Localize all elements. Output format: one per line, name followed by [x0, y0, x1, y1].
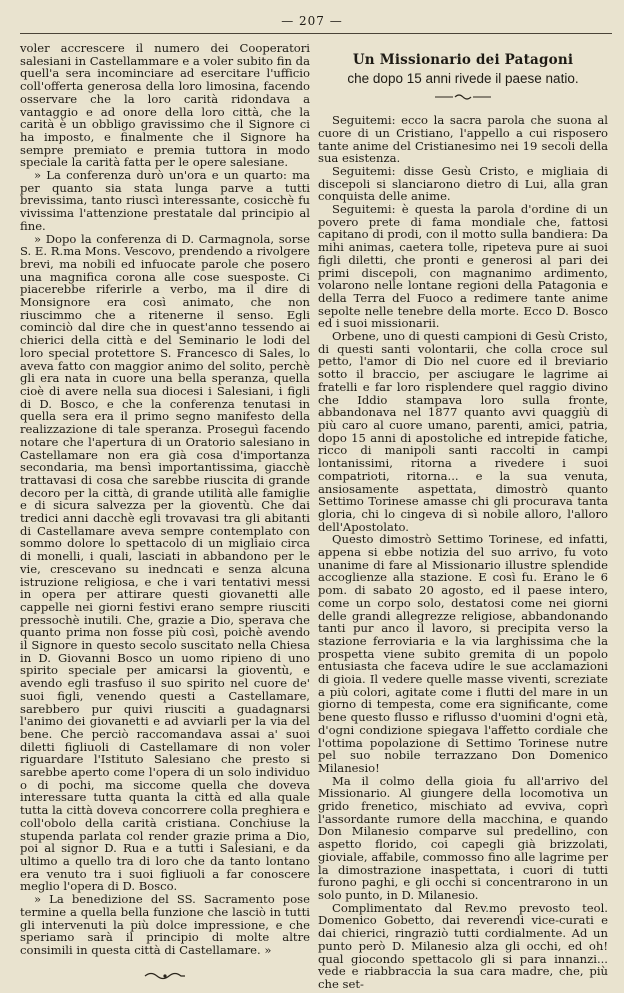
right-paragraph-3: Seguitemi: è questa la parola d'ordine di un povero prete di fama mondiale che, fattosi capitano di prodi, con il motto sulla bandiera: Da mihi animas, caetera tolle, ripeteva pure ai suoi figli diletti, che pronti e generosi al pari dei primi discepoli, con magnanimo ardimento, volarono nelle lontane regioni della Patagonia e della Terra del Fuoco a redimere tante anime sepolte nelle tenebre della morte. Ecco D. Bosco ed i suoi missionarii. [318, 202, 608, 331]
left-paragraph-1: voler accrescere il numero dei Cooperatori salesiani in Castellammare e a voler subito fin da quell'a sera incominciare ad esercitare l'ufficio coll'offerta generosa della loro limosina, facendo osservare che la loro carità ridondava a vantaggio e ad onore della loro città, che la carità è un obbligo gravissimo che il Signore ci ha imposto, e finalmente che il Signore ha sempre premiato e premia tuttora in modo speciale la carità fatta per le opere salesiane. [20, 41, 310, 170]
article-title: Un Missionario dei Patagoni [352, 52, 574, 68]
right-column [318, 42, 608, 991]
right-paragraph-1: Seguitemi: ecco la sacra parola che suona al cuore di un Cristiano, l'appello a cui risposero tante anime del Cristianesimo nei 19 secoli della sua esistenza. [318, 113, 608, 166]
right-paragraph-6: Ma il colmo della gioia fu all'arrivo del Missionario. Al giungere della locomotiva un grido frenetico, mischiato ad evviva, coprì l'assordante rumore della macchina, e quando Don Milanesio comparve sul predellino, con aspetto florido, coi capegli già brizzolati, gioviale, affabile, commosso fino alle lagrime per la dimostrazione inaspettata, i cuori di tutti furono paghi, e gli occhi si concentrarono in un solo punto, in D. Milanesio. [318, 773, 608, 902]
left-paragraph-2: » La conferenza durò un'ora e un quarto: ma per quanto sia stata lunga parve a tutti brevissima, tanto riuscì interessante, cosicchè fu vivissima l'attenzione prestatale dal principio al fine. [20, 168, 310, 233]
page-number: — 207 — [281, 14, 343, 28]
left-paragraph-3: » Dopo la conferenza di D. Carmagnola, sorse S. E. R.ma Mons. Vescovo, prendendo a rivolgere brevi, ma nobili ed infuocate parole che posero una magnifica corona alle cose suesposte. Ci piacerebbe riferirle a verbo, ma il dire di Monsignore era così animato, che non riuscimmo che a ritenerne il senso. Egli cominciò dal dire che in quest'anno tessendo ai chierici della città e del Seminario le lodi del loro special protettore S. Francesco di Sales, lo aveva fatto con maggior animo del solito, perchè gli era nata in cuore una bella speranza, quella cioè di avere nella sua diocesi i Salesiani, i figli di D. Bosco, e che la conferenza tenutasi in quella sera era il primo segno manifesto della realizzazione di tale speranza. Proseguì facendo notare che l'apertura di un Oratorio salesiano in Castellamare non era già cosa d'importanza secondaria, ma bensì importantissima, giacchè trattavasi di cosa che sarebbe riuscita di grande decoro per la città, di grande utilità alle famiglie e di sicura salvezza per la gioventù. Che dai tredici anni dacchè egli trovavasi tra gli abitanti di Castellamare aveva sempre contemplato con sommo dolore lo spettacolo di un migliaio circa di monelli, i quali, lasciati in abbandono per le vie, crescevano su inedncati e senza alcuna istruzione religiosa, e che i vari tentativi messi in opera per attirare questi giovanetti alle cappelle nei giorni festivi erano sempre riusciti pressochè inutili. Che, grazie a Dio, sperava che quanto prima non fosse più così, poichè avendo il Signore in questo secolo suscitato nella Chiesa in D. Giovanni Bosco un uomo ripieno di uno spirito speciale per amicarsi la gioventù, e avendo egli trasfuso il suo spirito nel cuore de' suoi figli, venendo questi a Castellamare, sarebbero pur quivi riusciti a guadagnarsi l'animo dei giovanetti e ad avviarli per la via del bene. Che perciò raccomandava assai a' suoi diletti figliuoli di Castellamare di non voler riguardare l'Istituto Salesiano che presto si sarebbe aperto come l'opera di un solo individuo o di pochi, ma siccome quella che doveva interessare tutta quanta la città ed alla quale tutta la città doveva concorrere colla preghiera e coll'obolo della carità cristiana. Conchiuse la stupenda parlata col render grazie prima a Dio, poi al signor D. Rua e a tutti i Salesiani, e da ultimo a quello tra di loro che da tanto lontano era venuto tra i suoi figliuoli a far conoscere meglio l'opera di D. Bosco. [20, 231, 310, 894]
right-paragraph-7: Complimentato dal Rev.mo prevosto teol. Domenico Gobetto, dai reverendi vice-curati e dai chierici, ringraziò tutti cordialmente. Ad un punto però D. Milanesio alza gli occhi, ed oh! qual giocondo spettacolo gli si para innanzi... vede e riabbraccia la sua cara madre, che, più che set- [318, 900, 608, 991]
end-ornament-icon [20, 971, 310, 984]
right-paragraph-2: Seguitemi: disse Gesù Cristo, e migliaia di discepoli si slanciarono dietro di Lui, alla gran conquista delle anime. [318, 163, 608, 204]
header-rule [20, 33, 612, 34]
left-paragraph-4: » La benedizione del SS. Sacramento pose termine a quella bella funzione che lasciò in tutti gli intervenuti la più dolce impressione, e che speriamo sarà il principio di molte altre consimili in questa città di Castellamare. » [20, 892, 310, 957]
left-column [20, 42, 310, 993]
right-paragraph-5: Questo dimostrò Settimo Torinese, ed infatti, appena si ebbe notizia del suo arrivo, fu voto unanime di fare al Missionario illustre splendide accoglienze alla stazione. E così fu. Erano le 6 pom. di sabato 20 agosto, ed il paese intero, come un corpo solo, destatosi come nei giorni delle grandi allegrezze religiose, abbandonando tanti pur anco il lavoro, si precipita verso la stazione ferroviaria e la via larghissima che la prospetta viene subito gremita di un popolo entusiasta che faceva udire le sue acclamazioni di gioia. Il vedere quelle masse viventi, screziate a più colori, agitate come i flutti del mare in un giorno di tempesta, come era significante, come bene questo flusso e riflusso d'uomini d'ogni età, d'ogni condizione spiegava l'affetto cordiale che l'ottima popolazione di Settimo Torinese nutre pel suo nobile terrazzano Don Domenico Milanesio! [318, 532, 608, 775]
article-subtitle: che dopo 15 anni rivede il paese natio. [347, 70, 579, 86]
right-paragraph-4: Orbene, uno di questi campioni di Gesù Cristo, di questi santi volontarii, che colla croce sul petto, l'amor di Dio nel cuore ed il breviario sotto il braccio, per asciugare le lagrime ai fratelli e far loro risplendere quel raggio divino che Iddio stampava loro sulla fronte, abbandonava nel 1877 quanto avvi quaggiù di più caro al cuore umano, parenti, amici, patria, dopo 15 anni di apostoliche ed intrepide fatiche, ricco di manipoli santi raccolti in campi lontanissimi, ritorna a rivedere i suoi compatrioti, ritorna... e la sua venuta, ansiosamente aspettata, dimostrò quanto Settimo Torinese amasse chi gli procurava tanta gloria, chi lo cingeva di sì nobile alloro, l'alloro dell'Apostolato. [318, 329, 608, 534]
title-ornament-icon [318, 91, 608, 104]
